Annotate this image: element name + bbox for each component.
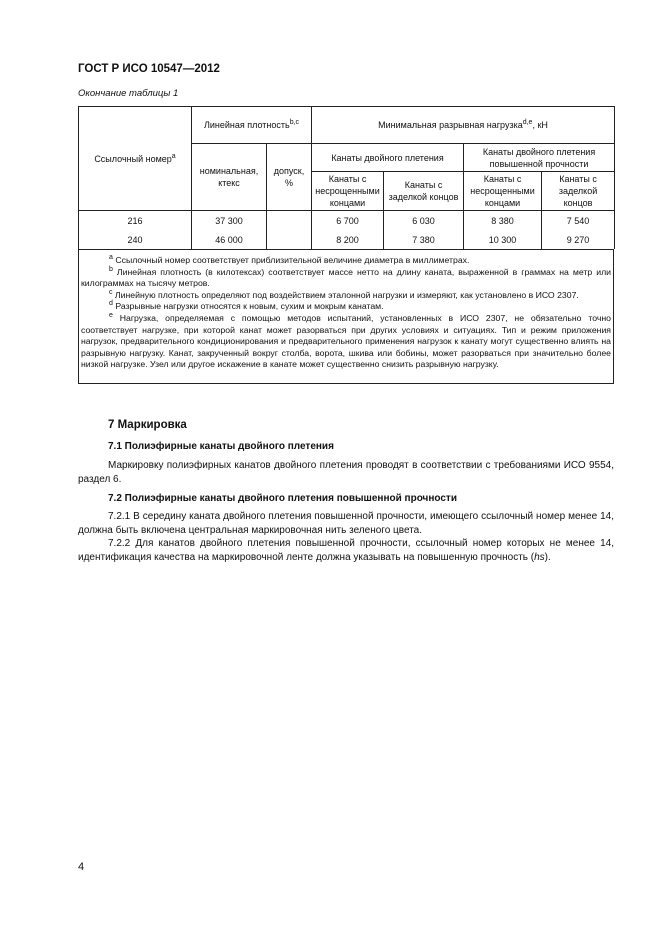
section-7-2-title: 7.2 Полиэфирные канаты двойного плетения повышенной прочности: [108, 493, 457, 504]
cell-hs-unspliced: 10 300: [464, 230, 542, 249]
section-7-2-1-text: 7.2.1 В середину каната двойного плетения повышенной прочности, имеющего ссылочный номер менее 14, должна быть включена центральная маркировочная нить зеленого цвета.: [78, 511, 614, 536]
cell-hs-spliced: 7 540: [542, 211, 615, 231]
footnote-a: $^a$ Ссылочный номер соответствует приблизительной величине диаметра в миллиметрах.: [109, 254, 470, 265]
header-spliced: Канаты с заделкой концов: [384, 172, 464, 211]
header-breaking-load: Минимальная разрывная нагрузка$^{d,e}$, кН: [312, 107, 615, 144]
table-row: [79, 211, 615, 231]
cell-hs-spliced: 9 270: [542, 230, 615, 249]
cell-double-spliced: 6 030: [384, 211, 464, 231]
table-footnotes: [78, 249, 614, 384]
table-container: [78, 106, 614, 384]
header-hs-spliced: Канаты с заделкой концов: [542, 172, 615, 211]
cell-nominal: 37 300: [192, 211, 267, 231]
cell-double-spliced: 7 380: [384, 230, 464, 249]
cell-ref: 240: [79, 230, 192, 249]
cell-tolerance: [267, 230, 312, 249]
section-7-2-2-text: 7.2.2 Для канатов двойного плетения повышенной прочности, ссылочный номер которых не менее 14, идентификация качества на маркировочной ленте должна указывать на повышенную прочность (hs).: [78, 538, 614, 563]
cell-nominal: 46 000: [192, 230, 267, 249]
cell-ref: 216: [79, 211, 192, 231]
header-linear-density: Линейная плотность$^{b,c}$: [192, 107, 312, 144]
rope-table: [78, 106, 615, 249]
cell-double-unspliced: 6 700: [312, 211, 384, 231]
header-ref-number: Ссылочный номер$^a$: [79, 107, 192, 211]
cell-double-unspliced: 8 200: [312, 230, 384, 249]
section-7-1-text: Маркировку полиэфирных канатов двойного плетения проводят в соответствии с требованиями ИСО 9554, раздел 6.: [78, 460, 614, 485]
footnote-d: $^d$ Разрывные нагрузки относятся к новым, сухим и мокрым канатам.: [109, 300, 384, 312]
footnote-c: $^c$ Линейную плотность определяют под воздействием эталонной нагрузки и измеряют, как установлено в ИСО 2307.: [109, 288, 579, 300]
cell-hs-unspliced: 8 380: [464, 211, 542, 231]
table-caption: Окончание таблицы 1: [78, 88, 179, 99]
section-7-1-title: 7.1 Полиэфирные канаты двойного плетения: [108, 441, 334, 452]
page-number: 4: [78, 861, 85, 873]
footnote-b: $^b$ Линейная плотность (в килотексах) соответствует массе нетто на длину каната, выраженной в граммах на метр или килограммах на тысячу метров.: [81, 265, 611, 289]
header-double-braid-hs: Канаты двойного плетения повышенной прочности: [464, 144, 615, 172]
table-row: [79, 230, 615, 249]
section-7-title: 7 Маркировка: [108, 419, 187, 431]
header-tolerance: допуск, %: [267, 144, 312, 211]
footnote-e: $^e$ Нагрузка, определяемая с помощью методов испытаний, установленных в ИСО 2307, не обязательно точно соответствует нагрузке, при которой канат может разорваться при других условиях и ситуациях. Тип и режим приложения нагрузок, предварительного кондиционирования и предварительного применения нагрузок к канату могут существенно влиять на разрывную нагрузку. Канат, закрученный вокруг столба, ворота, шкива или бобины, может разорваться при значительно более низкой нагрузке. Узел или другое искажение в канате может существенно снизить разрывную нагрузку.: [81, 312, 611, 370]
cell-tolerance: [267, 211, 312, 231]
document-header: ГОСТ Р ИСО 10547—2012: [78, 63, 220, 75]
header-nominal: номинальная, ктекс: [192, 144, 267, 211]
header-unspliced: Канаты с несрощенными концами: [312, 172, 384, 211]
header-double-braid: Канаты двойного плетения: [312, 144, 464, 172]
header-hs-unspliced: Канаты с несрощенными концами: [464, 172, 542, 211]
